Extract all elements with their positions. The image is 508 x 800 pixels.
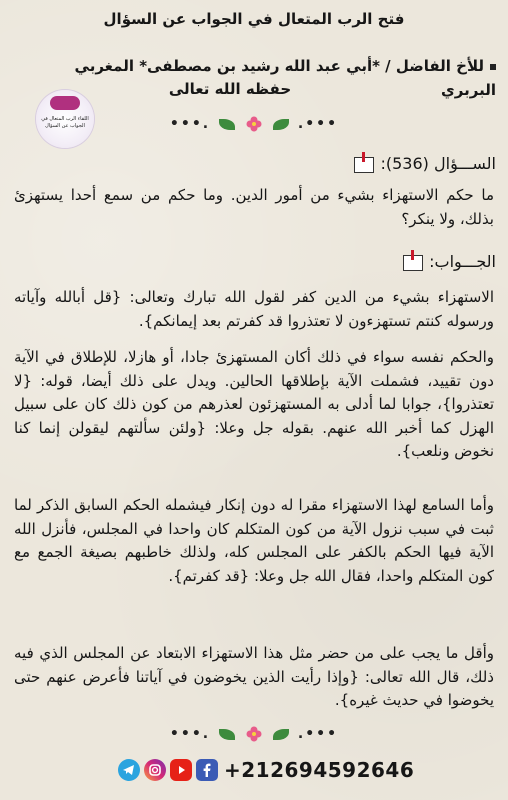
answer-paragraph: والحكم نفسه سواء في ذلك أكان المستهزئ جادا، أو هازلا، للإطلاق في الآية دون تقييد، فشملت الآية بإطلاقها الحالين. ويدل على ذلك أيضا، قوله: {لا تعتذروا}، جوابا لما أدلى به المستهزئون لعذرهم من كون ذلك كان على سبيل الهزل كما أخبر الله عنهم. بقوله جل وعلا: {ولئن سألتهم ليقولن إنما كنا نخوض ونلعب}. [14, 348, 494, 460]
ornament-divider-bottom: •••. .••• [169, 726, 339, 742]
answer-label: الجـــواب: [429, 252, 496, 271]
ornament-divider-top: •••. .••• [169, 116, 339, 132]
answer-heading [402, 252, 496, 271]
leaf-icon [273, 119, 289, 130]
author-name: للأخ الفاضل / *أبي عبد الله رشيد بن مصطفى* المغربي البربري [74, 57, 496, 99]
question-heading [353, 154, 496, 173]
telegram-icon[interactable] [118, 759, 140, 781]
contact-footer [118, 756, 414, 784]
envelope-icon [403, 255, 423, 271]
answer-paragraph: وأما السامع لهذا الاستهزاء مقرا له دون إنكار فيشمله الحكم السابق الذكر لما ثبت في سبب نزول الآية من كون المتكلم كان واحدا في المجلس، فأنزل الله الآية فيها الحكم بالكفر على المجلس كله، ولذلك خاطبهم بصيغة الجمع مع كون المتكلم واحدا، فقال الله جل وعلا: {قد كفرتم}. [14, 496, 494, 585]
bullet-icon [490, 64, 496, 70]
envelope-icon [354, 157, 374, 173]
flower-icon [246, 726, 262, 742]
leaf-icon [273, 729, 289, 740]
question-label: الســـؤال (536): [380, 154, 496, 173]
leaf-icon [219, 119, 235, 130]
logo-badge [50, 96, 80, 110]
answer-paragraph: الاستهزاء بشيء من الدين كفر لقول الله تبارك وتعالى: {قل أبالله وآياته ورسوله كنتم تستهزءون لا تعتذروا قد كفرتم بعد إيمانكم}. [14, 288, 494, 330]
page-title: فتح الرب المتعال في الجواب عن السؤال [103, 10, 405, 28]
question-text: ما حكم الاستهزاء بشيء من أمور الدين. وما حكم من سمع أحدا يستهزئ بذلك، ولا ينكر؟ [14, 186, 494, 228]
author-blessing: حفظه الله تعالى [168, 80, 292, 98]
logo-text: اللقاء الرب المتعال في الجواب عن السؤال [41, 116, 89, 129]
answer-paragraph: وأقل ما يجب على من حضر مثل هذا الاستهزاء الابتعاد عن المجلس الذي فيه ذلك، قال الله تعالى: {وإذا رأيت الذين يخوضون في آياتنا فأعرض عنهم حتى يخوضوا في حديث غيره}. [14, 644, 494, 709]
phone-number[interactable]: +212694592646 [224, 758, 415, 782]
flower-icon [246, 116, 262, 132]
youtube-icon[interactable] [170, 759, 192, 781]
leaf-icon [219, 729, 235, 740]
facebook-icon[interactable] [196, 759, 218, 781]
instagram-icon[interactable] [144, 759, 166, 781]
